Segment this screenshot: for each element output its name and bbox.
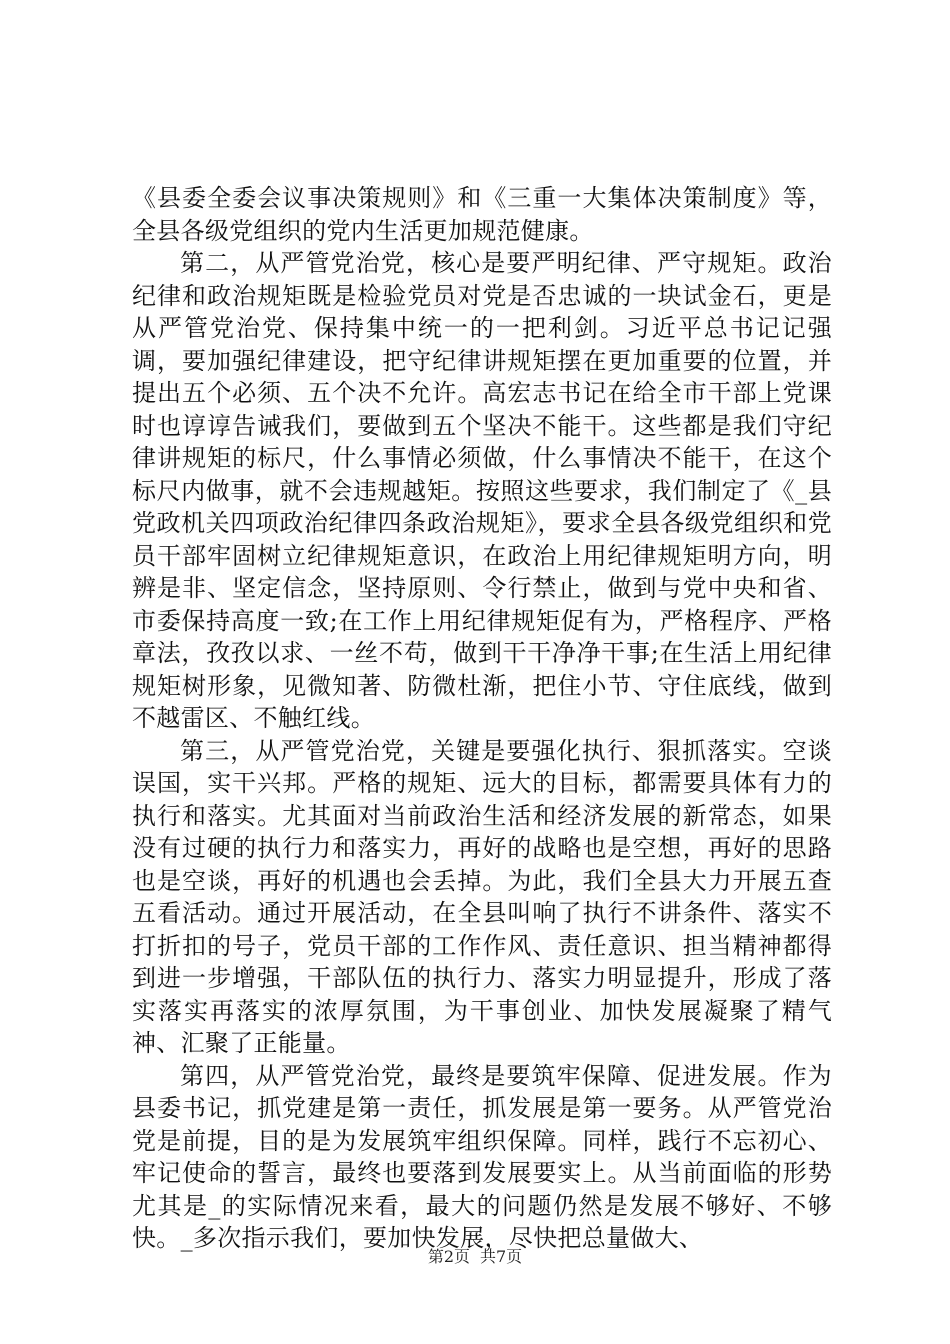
paragraph-third: 第三，从严管党治党，关键是要强化执行、狠抓落实。空谈误国，实干兴邦。严格的规矩、远大的目标，都需要具体有力的执行和落实。尤其面对当前政治生活和经济发展的新常态，如果没有过硬的执行力和落实力，再好的战略也是空想，再好的思路也是空谈，再好的机遇也会丢掉。为此，我们全县大力开展五查五看活动。通过开展活动，在全县叫响了执行不讲条件、落实不打折扣的号子，党员干部的工作作风、责任意识、担当精神都得到进一步增强，干部队伍的执行力、落实力明显提升，形成了落实落实再落实的浓厚氛围，为干事创业、加快发展凝聚了精气神、汇聚了正能量。 xyxy=(132,736,832,1057)
paragraph-continuation: 《县委全委会议事决策规则》和《三重一大集体决策制度》等，全县各级党组织的党内生活更加规范健康。 xyxy=(132,184,832,245)
document-body xyxy=(132,182,832,1255)
page-number: 第2页 xyxy=(427,1247,470,1266)
paragraph-fourth: 第四，从严管党治党，最终是要筑牢保障、促进发展。作为县委书记，抓党建是第一责任，抓发展是第一要务。从严管党治党是前提，目的是为发展筑牢组织保障。同样，践行不忘初心、牢记使命的誓言，最终也要落到发展要实上。从当前面临的形势尤其是_的实际情况来看，最大的问题仍然是发展不够好、不够快。_多次指示我们，要加快发展，尽快把总量做大、 xyxy=(132,1061,832,1252)
page-footer xyxy=(0,1244,950,1267)
page-total: 共7页 xyxy=(480,1247,523,1266)
paragraph-second: 第二，从严管党治党，核心是要严明纪律、严守规矩。政治纪律和政治规矩既是检验党员对党是否忠诚的一块试金石，更是从严管党治党、保持集中统一的一把利剑。习近平总书记记强调，要加强纪律建设，把守纪律讲规矩摆在更加重要的位置，并提出五个必须、五个决不允许。高宏志书记在给全市干部上党课时也谆谆告诫我们，要做到五个坚决不能干。这些都是我们守纪律讲规矩的标尺，什么事情必须做，什么事情决不能干，在这个标尺内做事，就不会违规越矩。按照这些要求，我们制定了《_县党政机关四项政治纪律四条政治规矩》，要求全县各级党组织和党员干部牢固树立纪律规矩意识，在政治上用纪律规矩明方向，明辨是非、坚定信念，坚持原则、令行禁止，做到与党中央和省、市委保持高度一致;在工作上用纪律规矩促有为，严格程序、严格章法，孜孜以求、一丝不苟，做到干干净净干事;在生活上用纪律规矩树形象，见微知著、防微杜渐，把住小节、守住底线，做到不越雷区、不触红线。 xyxy=(132,249,832,732)
